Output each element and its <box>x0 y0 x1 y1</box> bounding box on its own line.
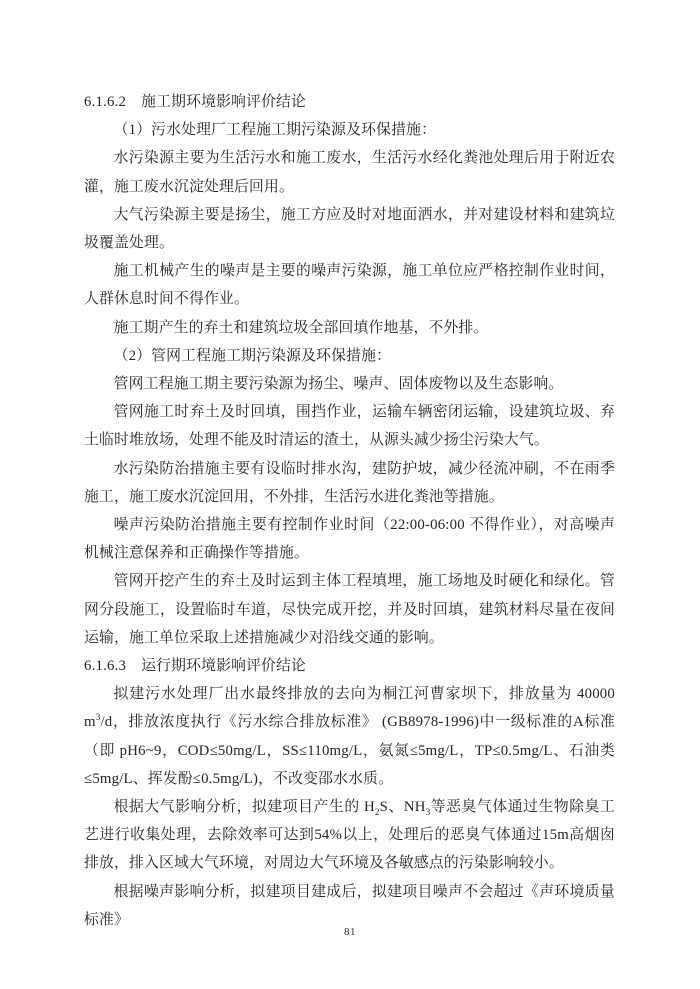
text-run: 水污染防治措施主要有设临时排水沟，建防护坡，减少径流冲刷，不在雨季施工，施工废水沉淀回用，不外排，生活污水进化粪池等措施。 <box>84 460 615 505</box>
paragraph <box>84 398 615 454</box>
text-run: 6.1.6.2 施工期环境影响评价结论 <box>84 94 307 110</box>
text-run: （1）污水处理厂工程施工期污染源及环保措施： <box>113 122 437 139</box>
text-run: 大气污染源主要是扬尘，施工方应及时对地面洒水，并对建设材料和建筑垃圾覆盖处理。 <box>84 206 615 252</box>
paragraph <box>84 455 615 511</box>
paragraph <box>84 342 615 370</box>
text-run: 管网施工时弃土及时回填，围挡作业，运输车辆密闭运输，设建筑垃圾、弃土临时堆放场，处理不能及时清运的渣土，从源头减少扬尘污染大气。 <box>84 404 615 449</box>
paragraph <box>84 116 615 144</box>
text-run: 噪声污染防治措施主要有控制作业时间（22:00-06:00 不得作业），对高噪声机械注意保养和正确操作等措施。 <box>84 517 615 562</box>
paragraph <box>84 201 615 257</box>
paragraph <box>84 144 615 200</box>
text-run: 管网开挖产生的弃土及时运到主体工程填埋，施工场地及时硬化和绿化。管网分段施工，设置临时车道，尽快完成开挖，并及时回填，建筑材料尽量在夜间运输，施工单位采取上述措施减少对沿线交通的影响。 <box>84 573 615 646</box>
text-run: 施工期产生的弃土和建筑垃圾全部回填作地基，不外排。 <box>113 319 489 336</box>
paragraph <box>84 793 615 878</box>
section-heading <box>84 88 615 116</box>
text-run: 水污染源主要为生活污水和施工废水，生活污水经化粪池处理后用于附近农灌，施工废水沉淀处理后回用。 <box>84 150 615 195</box>
paragraph <box>84 511 615 567</box>
text-run: 管网工程施工期主要污染源为扬尘、噪声、固体废物以及生态影响。 <box>113 376 564 393</box>
document-body <box>84 88 615 934</box>
paragraph <box>84 314 615 342</box>
sub-text: 2 <box>374 807 380 818</box>
text-run: 根据大气影响分析，拟建项目产生的 H <box>113 799 375 816</box>
section-heading <box>84 652 615 680</box>
sub-text: 3 <box>425 807 431 818</box>
paragraph <box>84 567 615 652</box>
text-run: 施工机械产生的噪声是主要的噪声污染源，施工单位应严格控制作业时间，人群休息时间不得作业。 <box>84 263 615 308</box>
sup-text: 3 <box>95 712 101 723</box>
page-number: 81 <box>344 926 356 938</box>
paragraph <box>84 680 615 793</box>
text-run: （2）管网工程施工期污染源及环保措施： <box>113 347 392 364</box>
paragraph <box>84 257 615 313</box>
text-run: 6.1.6.3 运行期环境影响评价结论 <box>84 658 307 675</box>
paragraph <box>84 370 615 398</box>
text-run: 根据噪声影响分析，拟建项目建成后，拟建项目噪声不会超过《声环境质量标准》 <box>84 883 615 928</box>
text-run: /d，排放浓度执行《污水综合排放标准》 (GB8978-1996)中一级标准的A标准（即 pH6~9，COD≤50mg/L，SS≤110mg/L，氨氮≤5mg/L，TP≤0.5mg/L、石油类≤5mg/L、挥发酚≤0.5mg/L)，不改变邵水水质。 <box>84 714 615 787</box>
text-run: 拟建污水处理厂出水最终排放的去向为桐江河曹家坝下，排放量为 40000 m <box>84 686 615 731</box>
text-run: S、NH <box>379 799 426 816</box>
text-run: 等恶臭气体通过生物除臭工艺进行收集处理，去除效率可达到54%以上，处理后的恶臭气体通过15m高烟囱排放，排入区域大气环境，对周边大气环境及各敏感点的污染影响较小。 <box>84 799 615 872</box>
